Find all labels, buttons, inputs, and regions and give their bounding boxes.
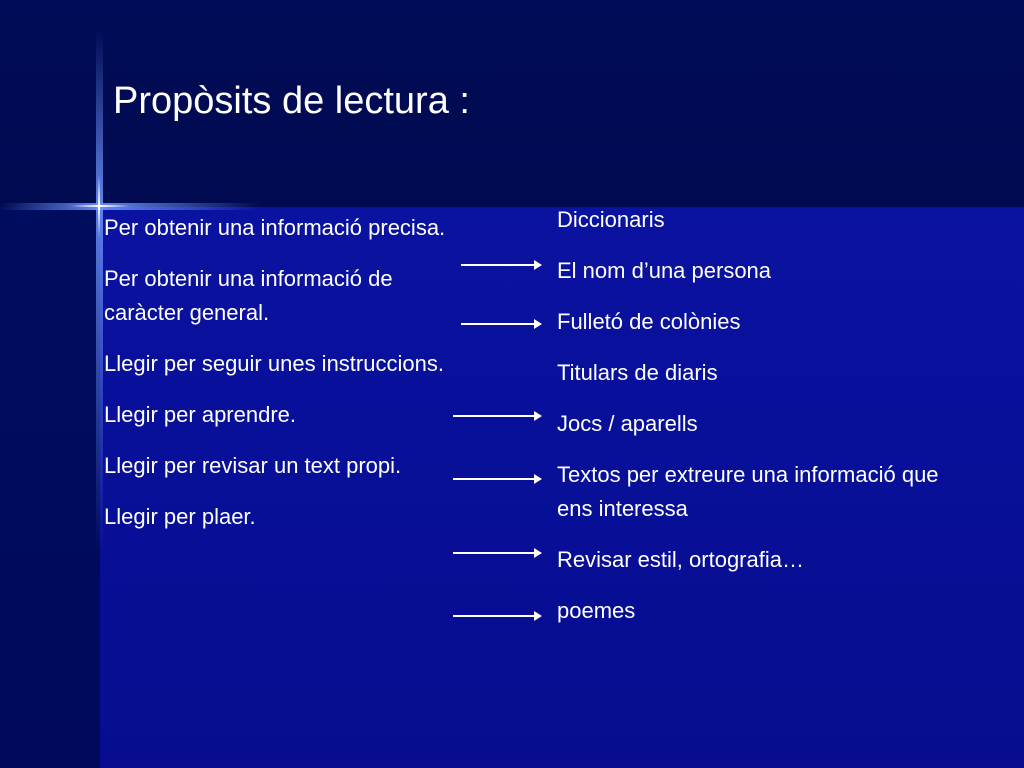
sparkle-star-icon-horizontal: [70, 205, 130, 207]
arrow-icon: [453, 478, 540, 480]
text-type-item: Jocs / aparells: [557, 411, 698, 436]
horizontal-glow-line: [0, 203, 260, 210]
purpose-item: Llegir per revisar un text propi.: [104, 453, 402, 478]
text-types-list: [557, 203, 977, 645]
purpose-item: Llegir per aprendre.: [104, 402, 297, 427]
purpose-item: Llegir per plaer.: [104, 504, 256, 529]
left-margin-background: [0, 207, 100, 768]
purpose-item: Per obtenir una informació precisa.: [104, 215, 446, 240]
arrow-icon: [461, 323, 540, 325]
sparkle-star-icon-vertical: [98, 175, 100, 237]
vertical-glow-line: [96, 30, 103, 550]
arrow-icon: [453, 552, 540, 554]
text-type-item: Fulletó de colònies: [557, 309, 741, 334]
text-type-item: Textos per extreure una informació que ens interessa: [557, 462, 939, 521]
text-type-item: poemes: [557, 598, 636, 623]
text-type-item: Diccionaris: [557, 207, 665, 232]
slide-title: Propòsits de lectura :: [113, 80, 470, 122]
arrow-icon: [453, 615, 540, 617]
purpose-item: Per obtenir una informació de caràcter general.: [104, 266, 393, 325]
text-type-item: El nom d’una persona: [557, 258, 772, 283]
reading-purposes-list: [104, 211, 474, 551]
arrow-icon: [461, 264, 540, 266]
arrow-icon: [453, 415, 540, 417]
purpose-item: Llegir per seguir unes instruccions.: [104, 351, 444, 376]
text-type-item: Titulars de diaris: [557, 360, 718, 385]
text-type-item: Revisar estil, ortografia…: [557, 547, 804, 572]
